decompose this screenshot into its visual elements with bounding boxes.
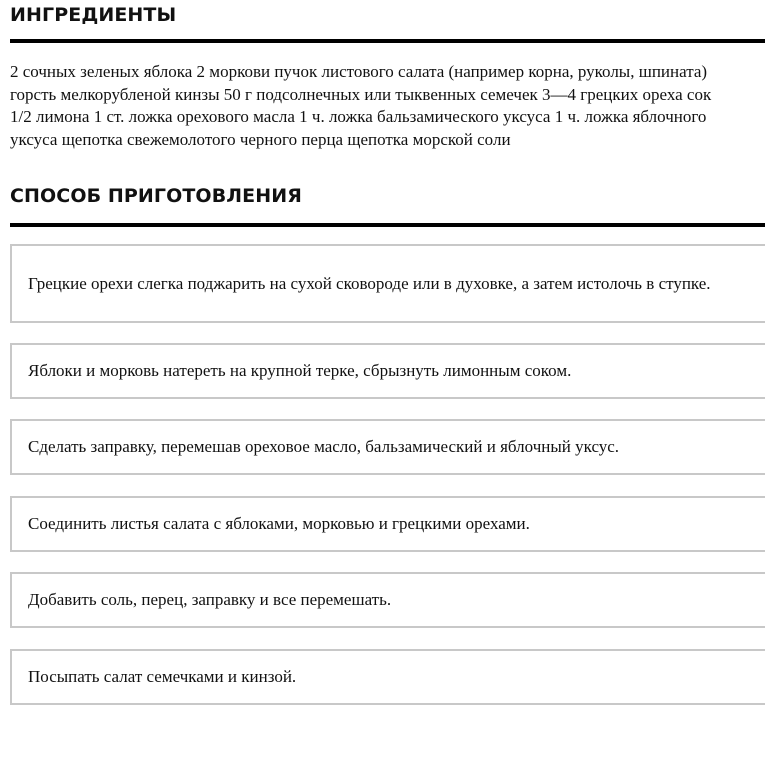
- method-step-text: Яблоки и морковь натереть на крупной терке, сбрызнуть лимонным соком.: [28, 361, 572, 380]
- ingredients-line: 1/2 лимона 1 ст. ложка орехового масла 1 ч. ложка бальзамического уксуса 1 ч. ложка яблочного: [10, 107, 707, 127]
- ingredients-divider: [10, 39, 765, 43]
- method-step-text: Добавить соль, перец, заправку и все перемешать.: [28, 590, 392, 609]
- method-step-1: [10, 244, 765, 323]
- ingredients-line: горсть мелкорубленой кинзы 50 г подсолнечных или тыквенных семечек 3—4 грецких ореха сок: [10, 84, 712, 104]
- method-heading: СПОСОБ ПРИГОТОВЛЕНИЯ: [10, 185, 302, 207]
- method-step-4: [10, 496, 765, 552]
- ingredients-line: 2 сочных зеленых яблока 2 моркови пучок листового салата (например корна, руколы, шпината): [10, 62, 708, 81]
- method-divider: [10, 223, 765, 227]
- method-step-text: Соединить листья салата с яблоками, морковью и грецкими орехами.: [28, 514, 530, 533]
- method-step-text: Посыпать салат семечками и кинзой.: [28, 667, 297, 686]
- ingredients-heading: ИНГРЕДИЕНТЫ: [10, 4, 177, 26]
- ingredients-text: [10, 61, 765, 152]
- method-step-5: [10, 572, 765, 628]
- method-step-text: Сделать заправку, перемешав ореховое масло, бальзамический и яблочный уксус.: [28, 437, 620, 456]
- method-step-3: [10, 419, 765, 475]
- ingredients-line: уксуса щепотка свежемолотого черного перца щепотка морской соли: [10, 130, 511, 150]
- method-step-2: [10, 343, 765, 399]
- method-step-text: Грецкие орехи слегка поджарить на сухой сковороде или в духовке, а затем истолочь в ступке.: [28, 273, 711, 293]
- method-step-6: [10, 649, 765, 705]
